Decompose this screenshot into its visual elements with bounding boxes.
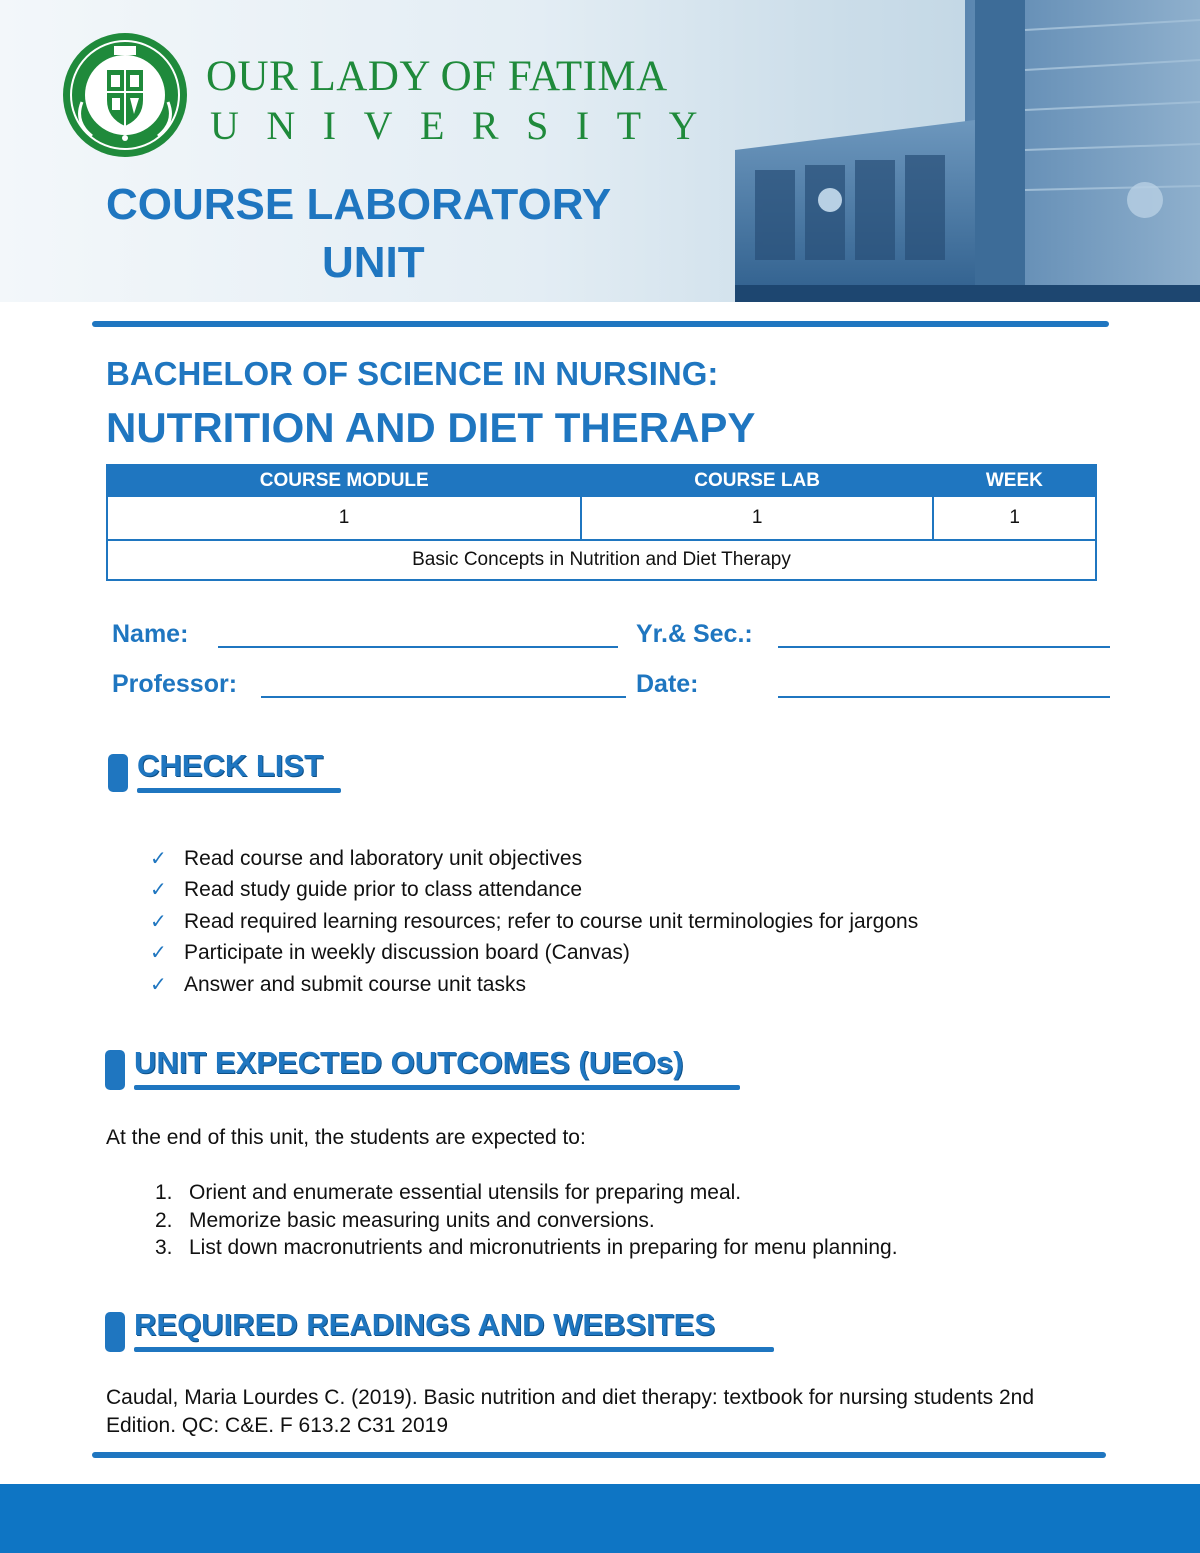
list-item: [150, 938, 918, 970]
header-week: WEEK: [933, 465, 1096, 496]
yr-sec-field[interactable]: [778, 646, 1110, 648]
date-field[interactable]: [778, 696, 1110, 698]
list-item: [150, 969, 918, 1001]
unit-title-line2: UNIT: [322, 238, 425, 287]
outcome-text: Orient and enumerate essential utensils for preparing meal.: [189, 1181, 742, 1204]
section-marker: [108, 754, 128, 792]
outcome-text: Memorize basic measuring units and conversions.: [189, 1208, 655, 1232]
course-info-table: [106, 464, 1097, 581]
section-underline: [134, 1085, 740, 1090]
list-item: [150, 843, 918, 875]
university-seal-icon: [62, 32, 188, 158]
section-marker: [105, 1050, 125, 1090]
footer-band: [0, 1484, 1200, 1553]
checklist-item-text: Read course and laboratory unit objectives: [184, 846, 583, 870]
professor-field[interactable]: [261, 696, 626, 698]
checklist-item-text: Read study guide prior to class attendance: [184, 878, 583, 902]
week-value: 1: [933, 496, 1096, 540]
campus-building-image: [725, 0, 1200, 302]
checkmark-icon: ✓: [150, 973, 167, 996]
header-course-module: COURSE MODULE: [107, 465, 581, 496]
unit-title-line1: COURSE LABORATORY: [106, 180, 612, 229]
outcomes-list: [155, 1179, 898, 1262]
outcome-text: List down macronutrients and micronutrients in preparing for menu planning.: [189, 1236, 898, 1259]
readings-heading: REQUIRED READINGS AND WEBSITES: [134, 1307, 716, 1342]
list-item: [150, 875, 918, 907]
list-item: [155, 1207, 898, 1235]
yr-sec-label: Yr.& Sec.:: [636, 620, 753, 648]
section-underline: [134, 1347, 774, 1352]
outcome-number: 2.: [155, 1208, 173, 1232]
course-module-value: 1: [107, 496, 581, 540]
checklist-item-text: Answer and submit course unit tasks: [184, 972, 526, 996]
table-row: [107, 496, 1096, 540]
outcome-number: 3.: [155, 1236, 173, 1259]
bottom-divider: [92, 1452, 1106, 1458]
list-item: [150, 906, 918, 938]
course-title: NUTRITION AND DIET THERAPY: [106, 404, 756, 451]
header-course-lab: COURSE LAB: [581, 465, 933, 496]
outcome-number: 1.: [155, 1181, 173, 1204]
list-item: [155, 1179, 898, 1207]
university-name-line2: UNIVERSITY: [210, 103, 725, 148]
checkmark-icon: ✓: [150, 910, 167, 933]
program-title: BACHELOR OF SCIENCE IN NURSING:: [106, 355, 719, 392]
ueo-heading: UNIT EXPECTED OUTCOMES (UEOs): [134, 1045, 684, 1080]
table-row: [107, 540, 1096, 580]
name-label: Name:: [112, 620, 189, 648]
list-item: [155, 1234, 898, 1262]
checklist-item-text: Read required learning resources; refer to course unit terminologies for jargons: [184, 909, 919, 933]
table-header-row: [107, 465, 1096, 496]
top-divider: [92, 321, 1109, 327]
professor-label: Professor:: [112, 670, 238, 698]
checkmark-icon: ✓: [150, 942, 167, 965]
checklist-item-text: Participate in weekly discussion board (Canvas): [184, 941, 630, 965]
name-field[interactable]: [218, 646, 618, 648]
header-banner: [0, 0, 1200, 302]
date-label: Date:: [636, 670, 699, 698]
checkmark-icon: ✓: [150, 879, 167, 902]
checklist: [150, 843, 918, 1001]
section-underline: [137, 788, 341, 793]
checkmark-icon: ✓: [150, 847, 167, 870]
ueo-intro: At the end of this unit, the students are expected to:: [106, 1126, 586, 1149]
checklist-heading: CHECK LIST: [137, 748, 323, 783]
topic-cell: Basic Concepts in Nutrition and Diet Therapy: [107, 540, 1096, 580]
section-marker: [105, 1312, 125, 1352]
university-name-line1: OUR LADY OF FATIMA: [206, 53, 668, 100]
reading-citation: Caudal, Maria Lourdes C. (2019). Basic nutrition and diet therapy: textbook for nursing students 2nd Edition. QC: C&E. F 613.2 C31 2019: [106, 1386, 1035, 1437]
course-lab-value: 1: [581, 496, 933, 540]
